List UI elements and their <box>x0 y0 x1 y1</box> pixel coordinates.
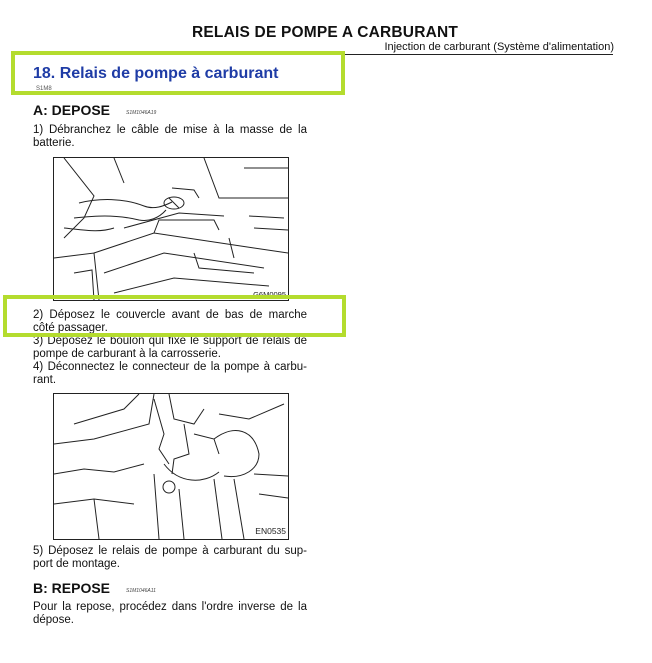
figure-2-code: EN0535 <box>255 526 286 536</box>
step-5 <box>33 545 307 571</box>
section-number: 18. <box>33 65 56 82</box>
step-1-line-2: batterie. <box>33 137 75 149</box>
page-header-title: RELAIS DE POMPE A CARBURANT <box>192 24 459 41</box>
repose-text-line-2: dépose. <box>33 614 74 626</box>
step-5-line-2: port de montage. <box>33 558 120 570</box>
step-2-line-2: côté passager. <box>33 322 108 334</box>
figure-1-code: G6M0095 <box>253 290 286 299</box>
section-code: S1M8 <box>36 86 52 92</box>
figure-relay-bracket <box>53 393 289 540</box>
step-3-line-2: pompe de carburant à la carrosserie. <box>33 348 221 360</box>
highlight-box-step-2 <box>3 295 346 337</box>
step-1 <box>33 124 307 150</box>
relay-illustration <box>54 394 288 539</box>
page-header-subtitle: Injection de carburant (Système d'alimentation) <box>384 41 614 53</box>
section-title-text: Relais de pompe à carburant <box>59 65 279 82</box>
step-4 <box>33 361 307 387</box>
step-4-line-2: rant. <box>33 374 57 386</box>
step-3 <box>33 335 307 361</box>
battery-illustration <box>54 158 288 300</box>
depose-heading: A: DEPOSE <box>33 102 111 118</box>
step-1-line-1: 1) Débranchez le câble de mise à la masse de la <box>33 124 307 136</box>
repose-text <box>33 601 307 627</box>
repose-code: S1M1046A11 <box>126 588 156 594</box>
repose-text-line-1: Pour la repose, procédez dans l'ordre inverse de la <box>33 601 307 613</box>
step-4-line-1: 4) Déconnectez le connecteur de la pompe à carbu- <box>33 361 307 373</box>
step-2-line-1: 2) Déposez le couvercle avant de bas de marche <box>33 309 307 321</box>
step-5-line-1: 5) Déposez le relais de pompe à carburant du sup- <box>33 545 307 557</box>
repose-heading: B: REPOSE <box>33 580 111 596</box>
depose-code: S1M1046A19 <box>126 110 157 116</box>
figure-battery-cable <box>53 157 289 301</box>
highlight-box-section-title <box>11 51 345 95</box>
step-3-line-1: 3) Déposez le boulon qui fixe le support de relais de <box>33 335 307 347</box>
